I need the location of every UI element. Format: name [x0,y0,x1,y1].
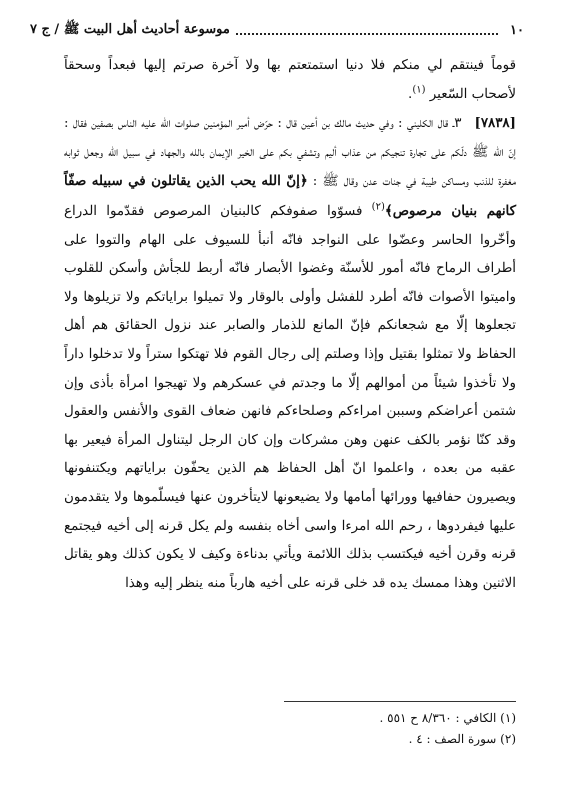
page-number: ١٠ [510,22,524,38]
footnote-2: (٢) سورة الصف : ٤ . [408,732,516,746]
hadith-number: [٧٨٣٨] [474,115,516,132]
footnotes [64,708,516,750]
quran-verse: ﴿إنّ الله يحب الذين يقاتلون في سبيله صفّاً كانهم بنيان مرصوص﴾ [64,173,516,219]
footnote-separator [284,701,516,702]
hadith-text-part-2: فسوّوا صفوفكم كالبنيان المرصوص فقدّموا الدراع وأخّروا الحاسر وعضّوا على النواجد فانّه أنبأ للسيوف على الهام والتووا على أطراف الرماح فانّه أمور للأسنّة وغضوا الأبصار فانّه أربط للجأش وأسكن للقلوب واميتوا الأصوات فانّه أطرد للفشل وأولى بالوقار ولا تميلوا براياتكم ولا تزيلوها ولا تجعلوها إلّا مع شجعانكم فإنّ المانع للذمار والصابر عند نزول الحقائق هم أهل الحفاظ ولا تمثلوا بقتيل وإذا وصلتم إلى رجال القوم فلا تهتكوا ستراً ولا تدخلوا داراً ولا تأخذوا شيئاً من أموالهم إلّا ما وجدتم في عسكرهم ولا تهيجوا امرأة بأذى وإن شتمن أعراضكم وسببن امراءكم وصلحاءكم فانهن ضعاف القوى والأنفس والعقول وقد كنّا نؤمر بالكف عنهن وهن مشركات وإن كان الرجل ليتناول المرأة فيعير بها عقبه من بعده ، واعلموا انّ أهل الحفاظ هم الذين يحفّون براياتهم ويكتنفونها ويصيرون حفافيها وورائها أمامها ولا يضيعونها لايتأخرون عنها فيسلّموها ولا يتقدمون عليها فيفردوها ، رحم الله امرءا واسى أخاه بنفسه ولم يكل قرنه إلى أخيه فيجتمع قرنه وقرن أخيه فيكتسب بذلك اللائمة ويأتي بدناءة وكيف لا يكون كذلك وهو يقاتل الاثنين وهذا ممسك يده قد خلى قرنه على أخيه هارباً منه ينظر إليه وهذا [64,203,516,591]
paragraph-end: . [408,86,413,102]
hadith-text-part-1: ٣ـ قال الكليني : وفي حديث مالك بن أعين قال : حرّض أمير المؤمنين صلوات الله عليه الناس بصفين فقال : إنّ الله ﷺ دلّكم على تجارة تنجيكم من عذاب أليم وتشفي بكم على الخير الإيمان بالله والجهاد في سبيل الله وجعل ثوابه مغفرة للذنب ومساكن طيبة في جنات عدن وقال ﷺ : [64,116,517,190]
running-header [30,18,524,42]
paragraph-continuation [64,52,516,109]
footnote-1: (١) الكافي : ٨/٣٦٠ ح ٥٥١ . [379,711,516,725]
hadith-paragraph [64,109,516,598]
paragraph-text: قوماً فينتقم لي منكم فلا دنيا استمتعتم بها ولا آخرة صرتم إليها فبعداً وسحقاً لأصحاب السّعير [64,58,516,102]
header-dot-leader [236,25,498,35]
footnote-reference-2: (٢) [371,201,385,213]
running-title: موسوعة أحاديث أهل البيت ﷺ / ج ٧ [30,21,230,37]
footnote-reference-1: (١) [412,84,426,96]
main-text [64,52,516,598]
